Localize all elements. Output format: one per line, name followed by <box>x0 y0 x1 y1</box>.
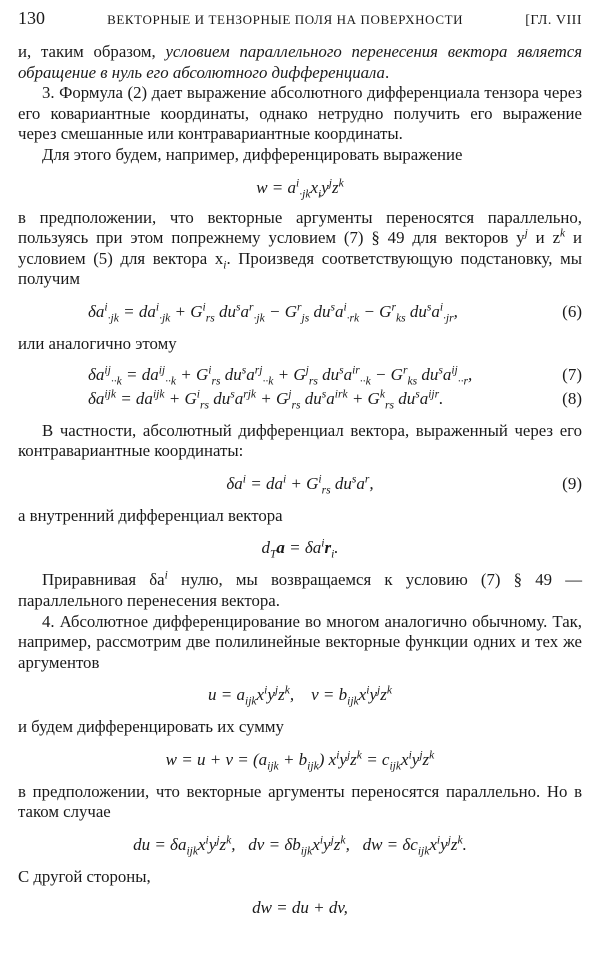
running-title: ВЕКТОРНЫЕ И ТЕНЗОРНЫЕ ПОЛЯ НА ПОВЕРХНОСТИ <box>107 12 464 27</box>
equation-9: $\delta a^i = da^i + G^i_{rs}$ $du^sa^r$, (9) <box>226 472 582 497</box>
equation-differentials: du = $\delta a_{ijk}x^iy^jz^k$, dv = $\delta b_{ijk}x^iy^jz^k$, dw = $\delta c_{ijk}x^iy^jz^k$. <box>133 833 467 858</box>
paragraph-3: Для этого будем, например, дифференцировать выражение <box>42 144 463 164</box>
page-number: 130 <box>18 8 45 28</box>
emphasis-statement: условием параллельного перенесения вектора является обращение в нуль его абсолютного дифференциала <box>18 42 582 82</box>
paragraph-2: 3. Формула (2) дает выражение абсолютного дифференциала тензора через его ковариантные координаты, однако нетрудно получить его выражение через смешанные или контравариантные координаты. <box>18 83 582 144</box>
chapter-label: [ГЛ. VIII <box>525 13 582 28</box>
paragraph-8: Приравнивая $\delta a^i$ нулю, мы возвращаемся к условию (7) § 49 — параллельного перенесения вектора. <box>18 569 582 610</box>
paragraph-5: или аналогично этому <box>18 333 177 353</box>
paragraph-12: С другой стороны, <box>18 867 151 887</box>
equation-sum: $w = u + v = (a_{ijk} + b_{ijk}) x^iy^jz^k = c_{ijk}x^iy^jz^k$ <box>165 748 435 773</box>
page-header <box>18 8 582 36</box>
paragraph-11: в предположении, что векторные аргументы переносятся параллельно. Но в таком случае <box>18 781 582 822</box>
equation-7: $\delta a^{ij}_{\cdot\cdot k} = da^{ij}_{\cdot\cdot k} + G^i_{rs}$ $du^sa^{rj}_{\cdot\cdot k} + G^j_{rs}$ $du^sa^{ir}_{\cdot\cdot k} - G^r_{ks}$ $du^sa^{ij}_{\cdot\cdot r}$, (7) <box>88 362 582 387</box>
equation-dw: dw = du + dv, <box>252 897 348 917</box>
paragraph-6: В частности, абсолютный дифференциал вектора, выраженный через его контравариантные координаты: <box>18 420 582 461</box>
paragraph-7: а внутренний дифференциал вектора <box>18 505 283 525</box>
equation-6: $\delta a^i_{\cdot jk} = da^i_{\cdot jk} + G^i_{rs}$ $du^sa^r_{\cdot jk} - G^r_{js}$ $du^sa^i_{\cdot rk} - G^r_{ks}$ $du^sa^i_{\cdot jr}$, (6) <box>88 300 582 325</box>
equation-number-9: (9) <box>562 473 582 493</box>
equation-inner-diff: $d_Ta = \delta a^ir_i$. <box>261 536 339 561</box>
equation-w: $w = a^i_{\cdot jk}x_iy^jz^k$ <box>256 175 344 200</box>
paragraph-4: в предположении, что векторные аргументы переносятся параллельно, пользуясь при этом попрежнему условием (7) § 49 для векторов $y^j$ и $z^k$ и условием (5) для вектора $x_i$. Произведя соответствующую подстановку, мы получим <box>18 207 582 289</box>
paragraph-10: и будем дифференцировать их сумму <box>18 717 284 737</box>
equation-number-7: (7) <box>562 364 582 384</box>
paragraph-1: и, таким образом, условием параллельного перенесения вектора является обращение в нуль его абсолютного дифференциала. <box>18 42 582 82</box>
equation-number-6: (6) <box>562 301 582 321</box>
paragraph-9: 4. Абсолютное дифференцирование во многом аналогично обычному. Так, например, рассмотрим две полилинейные векторные функции одних и тех же аргументов <box>18 611 582 672</box>
equation-u-v: $u = a_{ijk}x^iy^jz^k$, $v = b_{ijk}x^iy^jz^k$ <box>208 683 392 708</box>
equation-number-8: (8) <box>562 388 582 408</box>
equation-8: $\delta a^{ijk} = da^{ijk} + G^i_{rs}$ $du^sa^{rjk} + G^j_{rs}$ $du^sa^{irk} + G^k_{rs}$ $du^sa^{ijr}$. (8) <box>88 386 582 411</box>
